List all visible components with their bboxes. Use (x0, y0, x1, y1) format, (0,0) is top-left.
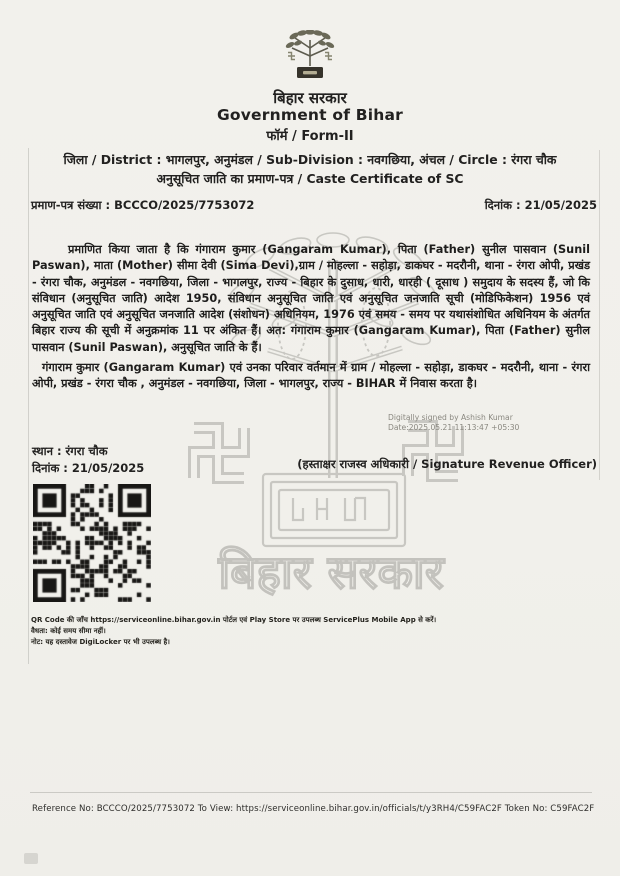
digital-signature-block (388, 413, 519, 432)
footer-divider (30, 792, 592, 793)
qr-notes (31, 615, 451, 647)
issue-date: दिनांक : 21/05/2025 (484, 198, 597, 212)
scan-smudge (24, 853, 38, 864)
qr-note-validity: वैधता: कोई समय सीमा नहीं। (31, 626, 106, 635)
digital-signature-line2: Date:2025.05.21 11:13:47 +05:30 (388, 422, 520, 432)
footer-reference-line: Reference No: BCCCO/2025/7753072 To View: https://serviceonline.bihar.gov.in/officials/t/y3RH4/C59FAC2F Token No: C59FAC2F (32, 804, 595, 814)
residence-paragraph: गंगाराम कुमार (Gangaram Kumar) एवं उनका परिवार वर्तमान में ग्राम / मोहल्ला - सहोड़ा, डाकघर - मदरौनी, थाना - रंगरा ओपी, प्रखंड - रंगरा चौक , अनुमंडल - नवगछिया, जिला - भागलपुर, राज्य - BIHAR में निवास करता है। (32, 361, 590, 391)
place-label: स्थान : रंगरा चौक (32, 444, 108, 458)
watermark-text: बिहार सरकार (218, 545, 444, 598)
scan-edge-left (28, 148, 29, 664)
digital-signature-line1: Digitally signed by Ashish Kumar (388, 413, 513, 422)
revenue-officer-signature-label: (हस्ताक्षर राजस्व अधिकारी / Signature Revenue Officer) (297, 457, 597, 471)
qr-note-digilocker: नोट: यह दस्तावेज DigiLocker पर भी उपलब्ध है। (31, 637, 170, 646)
title-hindi: बिहार सरकार (273, 89, 347, 107)
qr-note-verify: QR Code की जाँच https://serviceonline.bihar.gov.in पोर्टल एवं Play Store पर उपलब्ध ServicePlus Mobile App से करें। (31, 616, 437, 624)
district-line: जिला / District : भागलपुर, अनुमंडल / Sub-Division : नवगछिया, अंचल / Circle : रंगरा चौक (63, 152, 557, 167)
form-number: फॉर्म / Form-II (266, 129, 354, 144)
date-label: दिनांक : 21/05/2025 (32, 461, 145, 475)
qr-code (33, 484, 151, 602)
scan-edge-right (599, 150, 600, 480)
certificate-meta-row (31, 198, 597, 213)
title-english: Government of Bihar (216, 106, 404, 124)
certificate-body-paragraph: प्रमाणित किया जाता है कि गंगाराम कुमार (Gangaram Kumar), पिता (Father) सुनील पासवान (Sunil Paswan), माता (Mother) सीमा देवी (Sima Devi),ग्राम / मोहल्ला - सहोड़ा, डाकघर - मदरौनी, थाना - रंगरा ओपी, प्रखंड - रंगरा चौक, अनुमंडल - नवगछिया, जिला - भागलपुर, राज्य - बिहार के दुसाध, धारी, धारही ( दूसाध ) समुदाय के सदस्य हैं, जो कि संविधान (अनुसूचित जाति) आदेश 1950, संविधान अनुसूचित जाति एवं अनुसूचित जनजाति सूची (मोडिफिकेशन) 1956 एवं अनुसूचित जाति एवं अनुसूचित जनजाति आदेश (संशोधन) अधिनियम, 1976 एवं समय - समय पर यथासंशोधित अधिनियम के अंतर्गत बिहार राज्य की सूची में अनुक्रमांक 11 पर अंकित हैं। अत: गंगाराम कुमार (Gangaram Kumar), पिता (Father) सुनील पासवान (Sunil Paswan), अनुसूचित जाति के हैं। (32, 243, 590, 354)
bihar-emblem-icon (281, 30, 339, 86)
certificate-type: अनुसूचित जाति का प्रमाण-पत्र / Caste Certificate of SC (156, 171, 464, 186)
certificate-number: प्रमाण-पत्र संख्या : BCCCO/2025/7753072 (31, 198, 255, 212)
